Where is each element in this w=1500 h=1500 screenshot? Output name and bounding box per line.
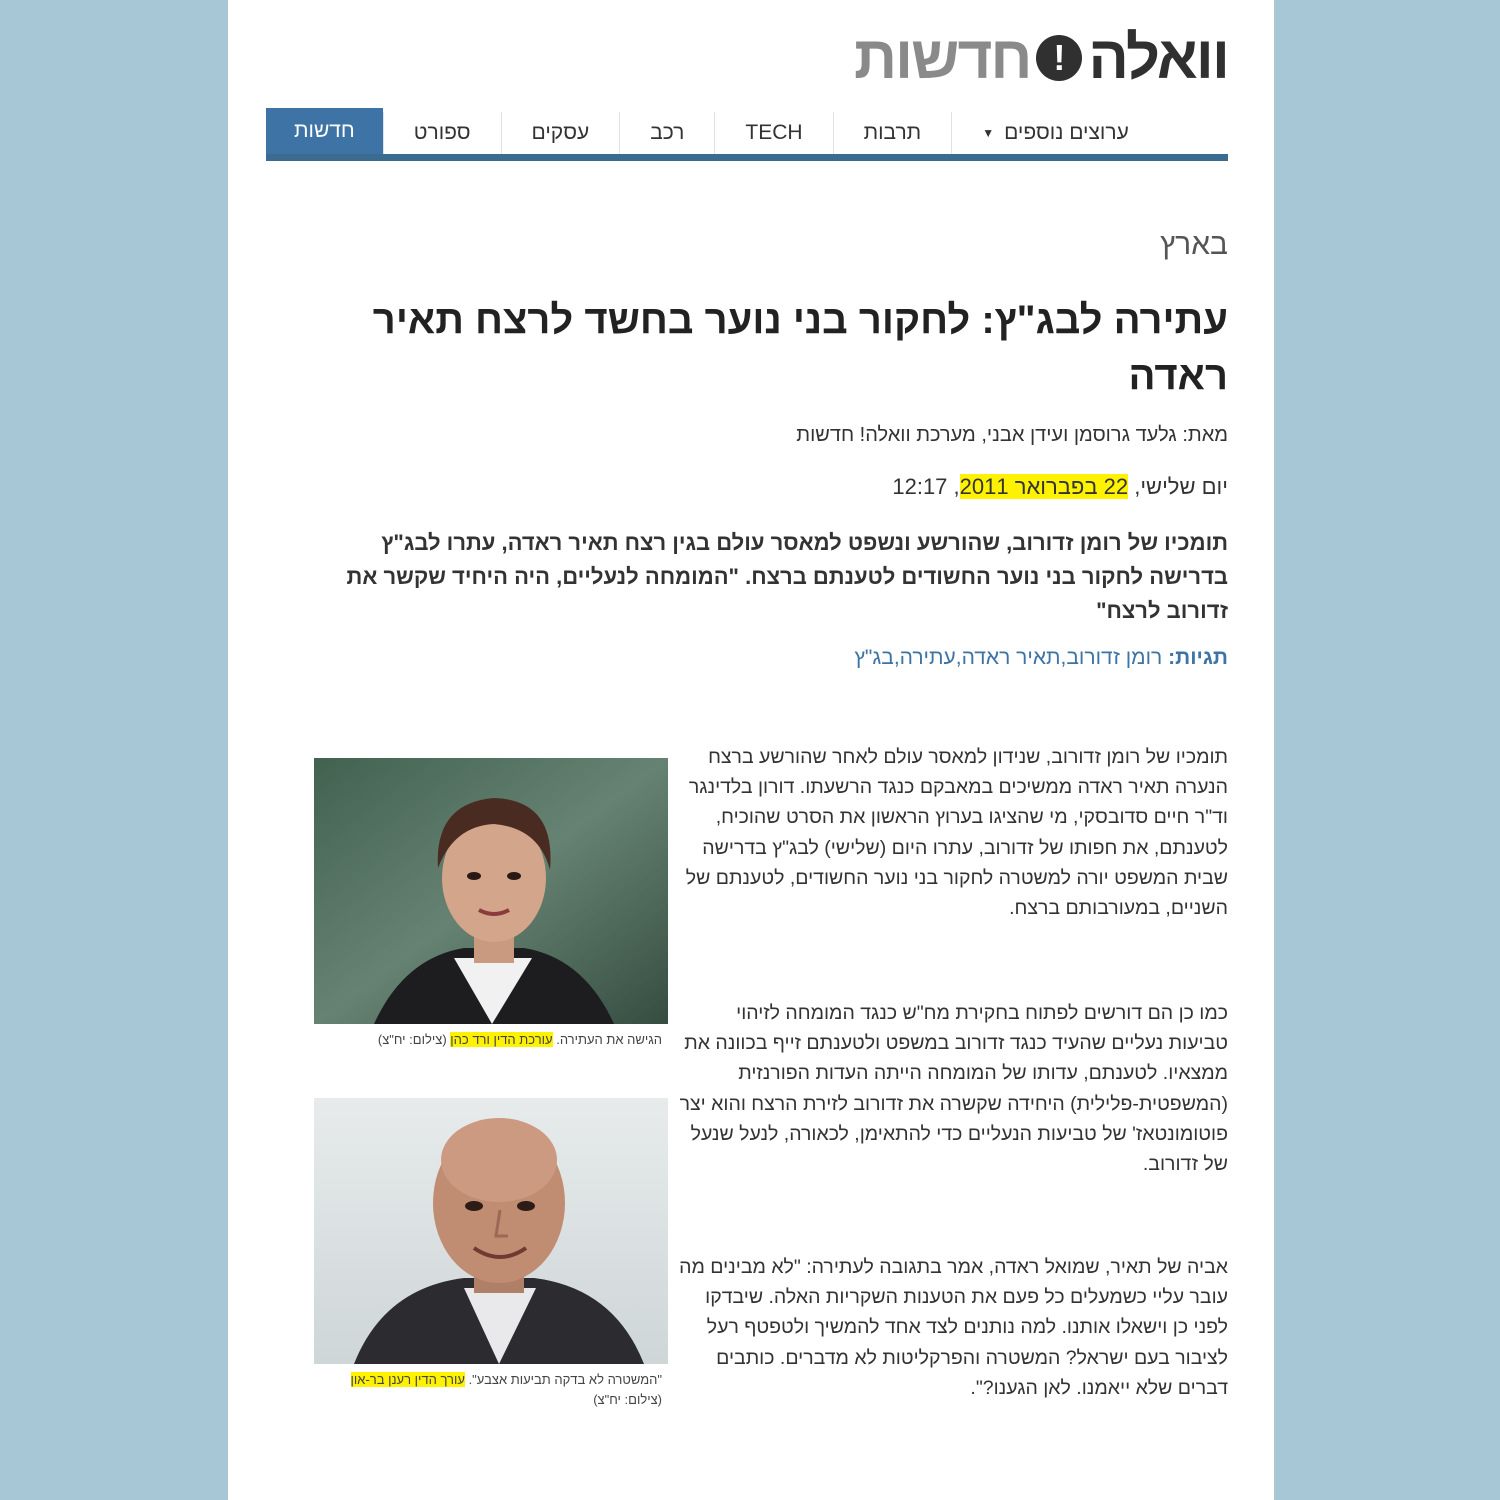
article-lead: תומכיו של רומן זדורוב, שהורשע ונשפט למאסר עולם בגין רצח תאיר ראדה, עתרו לבג"ץ בדרישה לחקור בני נוער החשודים לטענתם ברצח. "המומחה לנעליים, היה היחיד שקשר את זדורוב לרצח" — [346, 530, 1228, 623]
caption-2-credit: (צילום: יח"צ) — [593, 1392, 662, 1407]
main-navigation — [266, 100, 1228, 161]
portrait-woman-image — [314, 758, 668, 1024]
tab-tech[interactable]: TECH — [714, 112, 832, 154]
walla-news-logo[interactable] — [853, 24, 1228, 91]
article-tags — [854, 646, 1228, 670]
article-byline: מאת: גלעד גרוסמן ועידן אבני, מערכת וואלה! חדשות — [796, 424, 1228, 446]
tab-business[interactable]: עסקים — [501, 112, 620, 154]
article-paragraph-3: אביה של תאיר, שמואל ראדה, אמר בתגובה לעתירה: "לא מבינים מה עובר עליי כשמעלים כל פעם את הטענות השקריות האלה. שיבדקו לפני כן וישאלו אותנו. למה נותנים לצד אחד להמשיך ולטפטף רעל לציבור בעם ישראל? המשטרה והפרקליטות לא מדברים. כותבים דברים שלא ייאמנו. לאן הגענו?". — [679, 1256, 1228, 1399]
photo-caption-1 — [314, 1030, 662, 1050]
logo-wordmark: וואלה — [1088, 24, 1228, 91]
caption-1-name: עורכת הדין ורד כהן — [450, 1032, 553, 1047]
caption-1-text: הגישה את העתירה. — [552, 1032, 662, 1047]
tags-label: תגיות: — [1168, 646, 1228, 669]
caption-1-credit: (צילום: יח"צ) — [377, 1032, 451, 1047]
date-highlighted: 22 בפברואר 2011 — [959, 474, 1129, 499]
logo-exclamation-mark: ! — [1036, 35, 1082, 81]
logo-section-name: חדשות — [853, 24, 1031, 91]
tab-sports[interactable]: ספורט — [383, 112, 501, 154]
tab-culture[interactable]: תרבות — [833, 112, 952, 154]
article-date — [892, 474, 1228, 500]
tab-more-channels[interactable] — [951, 112, 1159, 154]
photo-block-1 — [314, 758, 668, 1050]
date-time: , 12:17 — [892, 474, 960, 499]
caption-2-text: "המשטרה לא בדקה תביעות אצבע". — [464, 1372, 662, 1387]
tab-cars[interactable]: רכב — [619, 112, 714, 154]
article-paragraph-1: תומכיו של רומן זדורוב, שנידון למאסר עולם לאחר שהורשע ברצח הנערה תאיר ראדה ממשיכים במאבקם כנגד הרשעתו. דורון בלדינגר וד"ר חיים סדובסקי, מי שהציגו בערוץ הראשון את הסרט שהוכיח, לטענתם, את חפותו של זדורוב, עתרו היום (שלישי) לבג"ץ בדרישה שבית המשפט יורה למשטרה לחקור בני נוער החשודים, לטענתם של השניים, במעורבותם ברצח. — [685, 746, 1228, 920]
section-label[interactable]: בארץ — [1160, 228, 1228, 261]
article-headline: עתירה לבג"ץ: לחקור בני נוער בחשד לרצח תאיר ראדה — [372, 298, 1228, 398]
date-weekday: יום שלישי, — [1128, 474, 1228, 499]
photo-block-2 — [314, 1098, 668, 1410]
photo-caption-2 — [314, 1370, 662, 1410]
tab-more-channels-label: ערוצים נוספים — [1004, 121, 1129, 144]
tab-news[interactable]: חדשות — [266, 108, 383, 154]
article-paragraph-2: כמו כן הם דורשים לפתוח בחקירת מח"ש כנגד המומחה לזיהוי טביעות נעליים שהעיד כנגד זדורוב במשפט ולטענתם זייף בכוונה את ממצאיו. לטענתם, עדותו של המומחה הייתה העדות הפורנזית (המשפטית-פלילית) היחידה שקשרה את זדורוב לזירת הרצח והוא יצר פוטומונטאז' של טביעות הנעליים כדי להתאימן, לכאורה, לנעל שנעל של זדורוב. — [679, 1002, 1228, 1176]
portrait-man-image — [314, 1098, 668, 1364]
caption-2-name: עורך הדין רענן בר-און — [350, 1372, 465, 1387]
article-page — [228, 0, 1274, 1500]
tags-links[interactable]: רומן זדורוב,תאיר ראדה,עתירה,בג"ץ — [854, 646, 1163, 669]
chevron-down-icon: ▼ — [982, 126, 995, 140]
